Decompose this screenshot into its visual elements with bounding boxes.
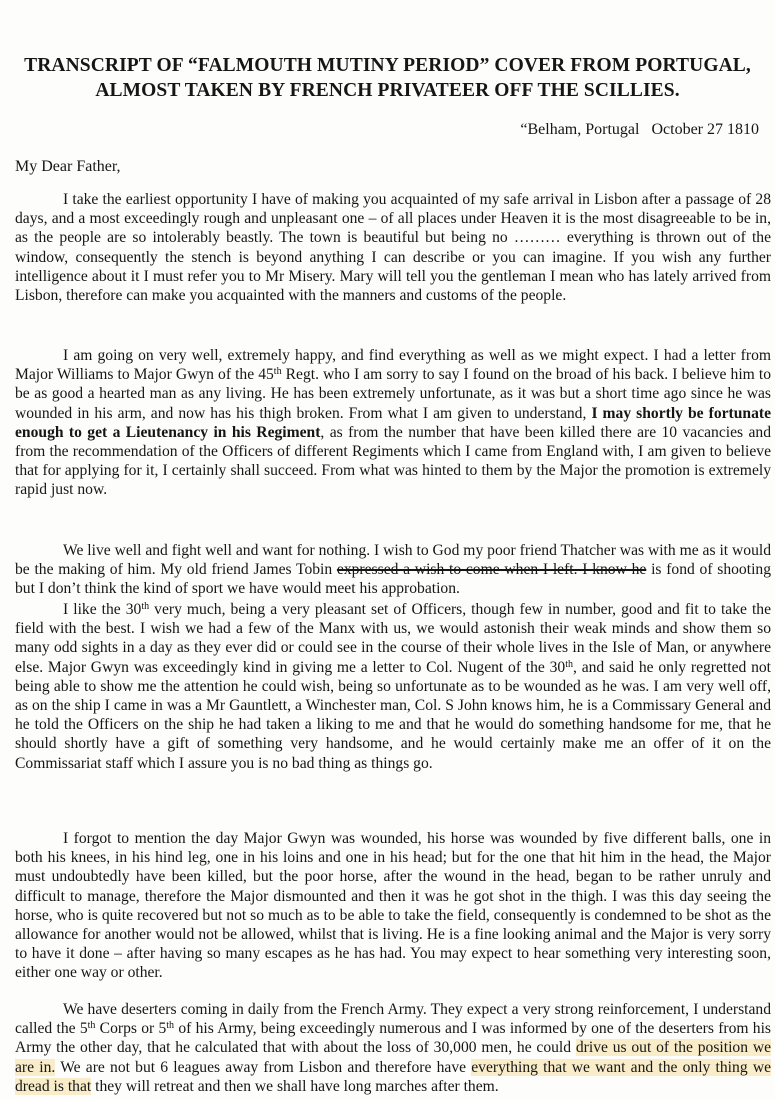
struck-through-text: expressed a wish to come when I left. I know he [336, 561, 647, 579]
letter-salutation: My Dear Father, [15, 158, 121, 175]
paragraph-text: I take the earliest opportunity I have of making you acquainted of my safe arrival in Lisbon after a passage of 28 days, and a most exceedingly rough and unpleasant one – of all places under Heaven it is the most disagreeable to be in, as the people are so intolerably beastly. The town is beautiful but being no ……… everything is thrown out of the window, consequently the stench is beyond anything I can describe or you can imagine. If you wish any further intelligence about it I must refer you to Mr Misery. Mary will tell you the gentleman I mean who has lately arrived from Lisbon, therefore can make you acquainted with the manners and customs of the people. [15, 191, 771, 305]
paragraph-text: We live well and fight well and want for nothing. I wish to God my poor friend Thatcher was with me as it would be the making of him. My old friend James Tobin [15, 542, 771, 579]
letter-dateline: “Belham, Portugal October 27 1810 [520, 121, 759, 138]
paragraph-text: We are not but 6 leagues away from Lisbon and therefore have [55, 1058, 472, 1076]
ordinal-suffix: th [141, 601, 150, 612]
paragraph-text: Corps or 5 [95, 1020, 167, 1038]
paragraph-thirtieth-regiment [15, 600, 771, 773]
paragraph-living-well [15, 541, 771, 599]
paragraph-deserters [15, 1000, 771, 1096]
paragraph-text: I forgot to mention the day Major Gwyn was wounded, his horse was wounded by five different balls, one in both his knees, in his hind leg, one in his loins and one in his head; but for the one that hit him in the head, the Major must undoubtedly have been killed, but the poor horse, after the wound in the head, began to be rather unruly and difficult to manage, therefore the Major dismounted and then it was he got shot in the thigh. I was this day seeing the horse, who is quite recovered but not so much as to be able to take the field, consequently is condemned to be shot as the allowance for another would not be allowed, whilst that is living. He is a fine looking animal and the Major is very sorry to have it done – after having so many escapes as he has had. You may expect to hear something very interesting soon, either one way or other. [15, 830, 771, 982]
paragraph-text: Regt. who I am sorry to say I found on the broad of his back. I believe him to be as good a hearted man as any living. He has been extremely unfortunate, as it was but a short time ago since he was wounded in his arm, and now has his thigh broken. From what I am given to understand, [15, 366, 771, 422]
paragraph-text: very much, being a very pleasant set of Officers, though few in number, good and fit to take the field with the best. I wish we had a few of the Manx with us, we would astonish their weak minds and show them so many odd sights in a day as they ever did or could see in the course of their whole lives in the Isle of Man, or anywhere else. Major Gwyn was exceedingly kind in giving me a letter to Col. Nugent of the 30 [15, 601, 772, 676]
paragraph-text: We have deserters coming in daily from the French Army. They expect a very strong reinforcement, I understand called the 5 [15, 1001, 771, 1038]
ordinal-suffix: th [87, 1020, 96, 1032]
ordinal-suffix: th [565, 658, 574, 670]
title-line-2: ALMOST TAKEN BY FRENCH PRIVATEER OFF THE SCILLIES. [95, 80, 680, 101]
highlighted-text: everything that we want and the only thing we dread is that [15, 1058, 772, 1095]
paragraph-text: I am going on very well, extremely happy, and find everything as well as we might expect. I had a letter from Major Williams to Major Gwyn of the 45 [15, 347, 771, 384]
document-title [0, 53, 775, 103]
paragraph-text: is fond of shooting but I don’t think the kind of sport we have would meet his approbation. [15, 561, 771, 598]
bold-emphasis: I may shortly be fortunate enough to get a Lieutenancy in his Regiment [15, 404, 771, 441]
paragraph-text: , and said he only regretted not being able to show me the attention he could wish, being so unfortunate as to be wounded as he was. I am very well off, as on the ship I came in was a Mr Gauntlett, a Winchester man, Col. S John knows him, he is a Commissary General and he told the Officers on the ship he had taken a liking to me and that he would do something handsome for me, that he should shortly have a gift of something very handsome, and he would certainly make me an offer of it on the Commissariat staff which I assure you is no bad thing as things go. [15, 658, 771, 772]
ordinal-suffix: th [273, 366, 282, 378]
paragraph-text: I like the 30 [63, 601, 142, 618]
paragraph-text: of his Army, being exceedingly numerous and I was informed by one of the deserters from his Army the other day, that he calculated that with about the loss of 30,000 men, he could [15, 1020, 771, 1057]
paragraph-wounded-horse [15, 829, 771, 983]
title-line-1: TRANSCRIPT OF “FALMOUTH MUTINY PERIOD” COVER FROM PORTUGAL, [24, 55, 751, 76]
paragraph-arrival [15, 190, 771, 305]
paragraph-text: they will retreat and then we shall have long marches after them. [91, 1077, 499, 1095]
paragraph-major-gwyn [15, 346, 771, 500]
highlighted-text: drive us out of the position we are in. [15, 1039, 771, 1076]
ordinal-suffix: th [166, 1020, 175, 1032]
paragraph-text: , as from the number that have been killed there are 10 vacancies and from the recommendation of the Officers of different Regiments which I came from England with, I am given to believe that for applying for it, I certainly shall succeed. From what was hinted to them by the Major the promotion is extremely rapid just now. [15, 423, 771, 499]
